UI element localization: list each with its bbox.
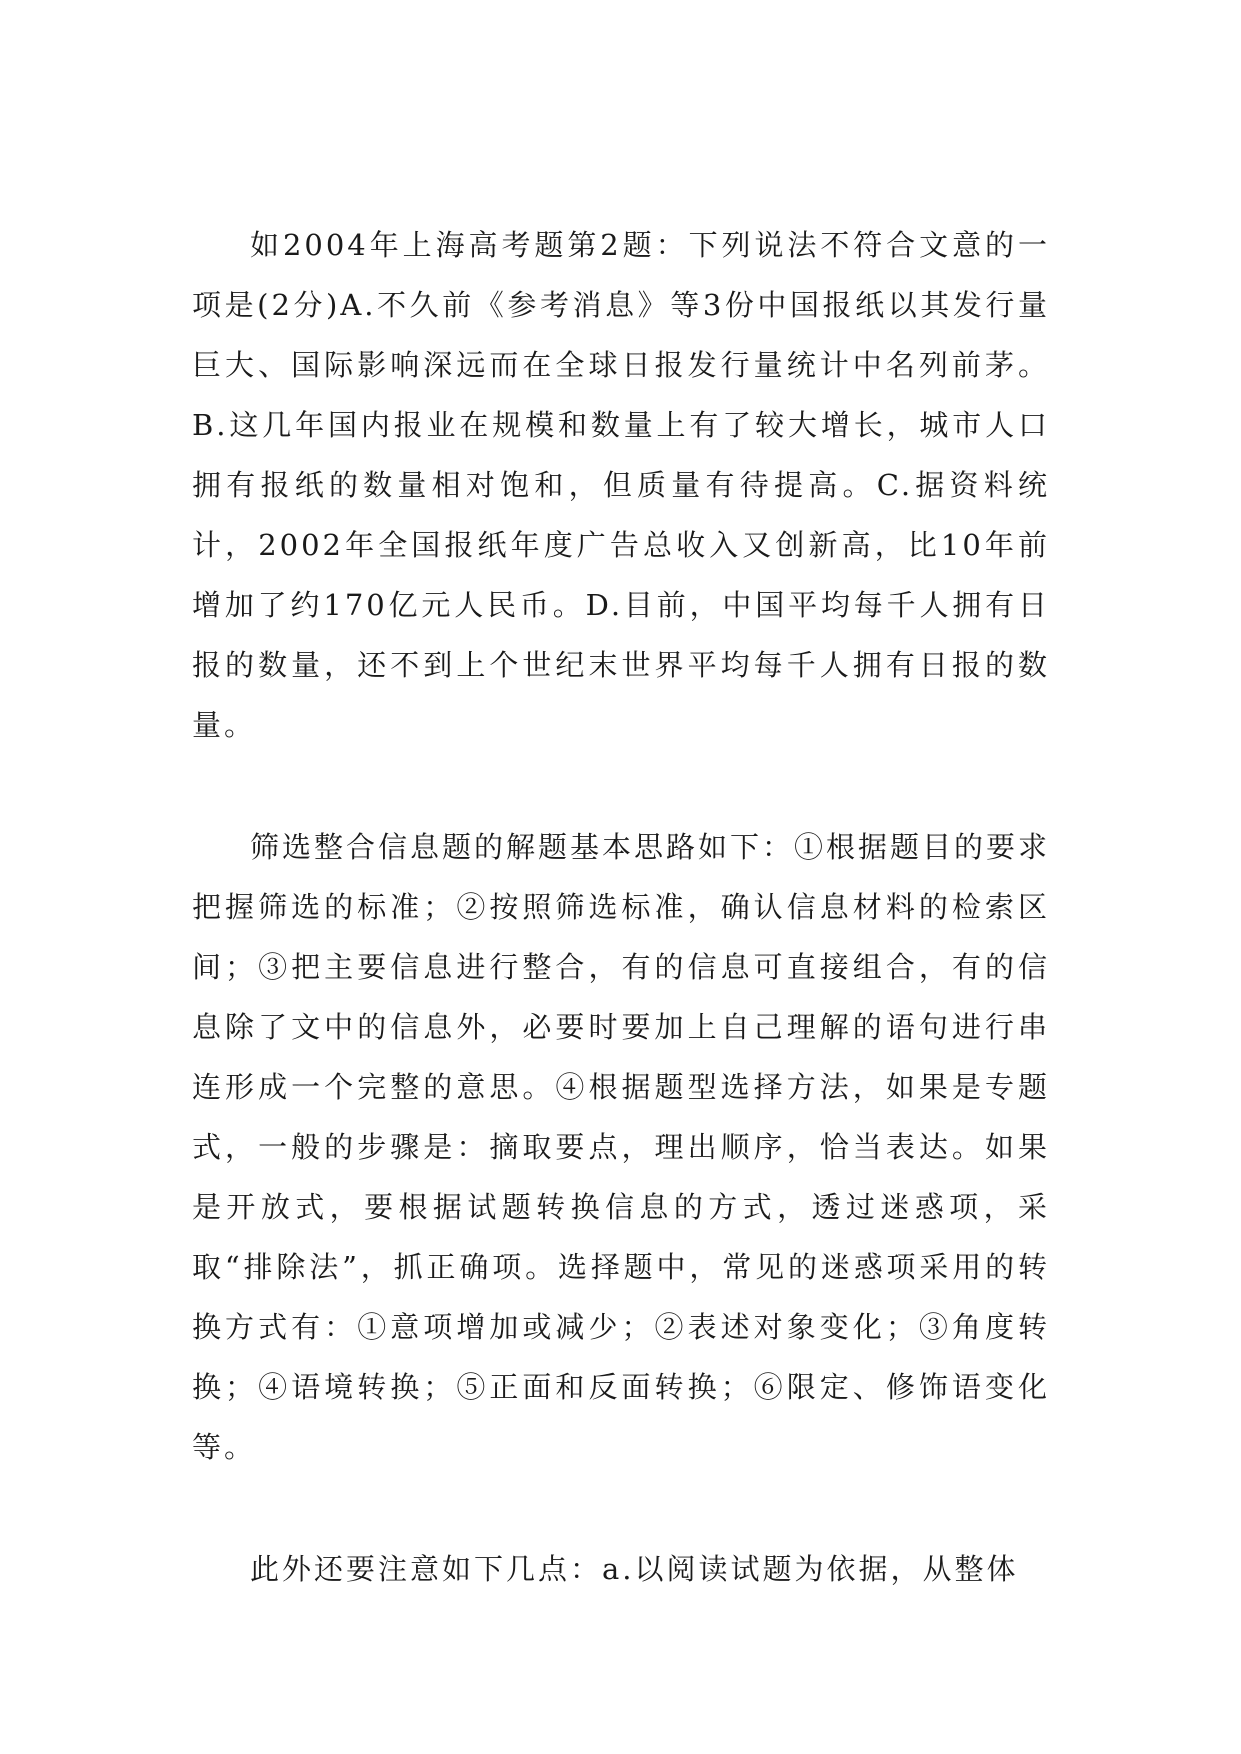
paragraph-additional-notes: 此外还要注意如下几点：a.以阅读试题为依据，从整体 [250,1552,1019,1586]
paragraph-example-question: 如2004年上海高考题第2题：下列说法不符合文意的一项是(2分)A.不久前《参考消息》等3份中国报纸以其发行量巨大、国际影响深远而在全球日报发行量统计中名列前茅。 B.这几年国内报业在规模和数量上有了较大增长，城市人口拥有报纸的数量相对饱和，但质量有待提高。C.据资料统计，2002年全国报纸年度广告总收入又创新高，比10年前增加了约170亿元人民币。D.目前，中国平均每千人拥有日报的数量，还不到上个世纪末世界平均每千人拥有日报的数量。 [192,228,1050,742]
document-body [192,215,1050,1661]
paragraph-solving-approach: 筛选整合信息题的解题基本思路如下：①根据题目的要求把握筛选的标准；②按照筛选标准，确认信息材料的检索区间；③把主要信息进行整合，有的信息可直接组合，有的信息除了文中的信息外，必要时要加上自己理解的语句进行串连形成一个完整的意思。④根据题型选择方法，如果是专题式，一般的步骤是：摘取要点，理出顺序，恰当表达。如果是开放式，要根据试题转换信息的方式，透过迷惑项，采取“排除法”，抓正确项。选择题中，常见的迷惑项采用的转换方式有：①意项增加或减少；②表述对象变化；③角度转换；④语境转换；⑤正面和反面转换；⑥限定、修饰语变化等。 [192,830,1051,1464]
